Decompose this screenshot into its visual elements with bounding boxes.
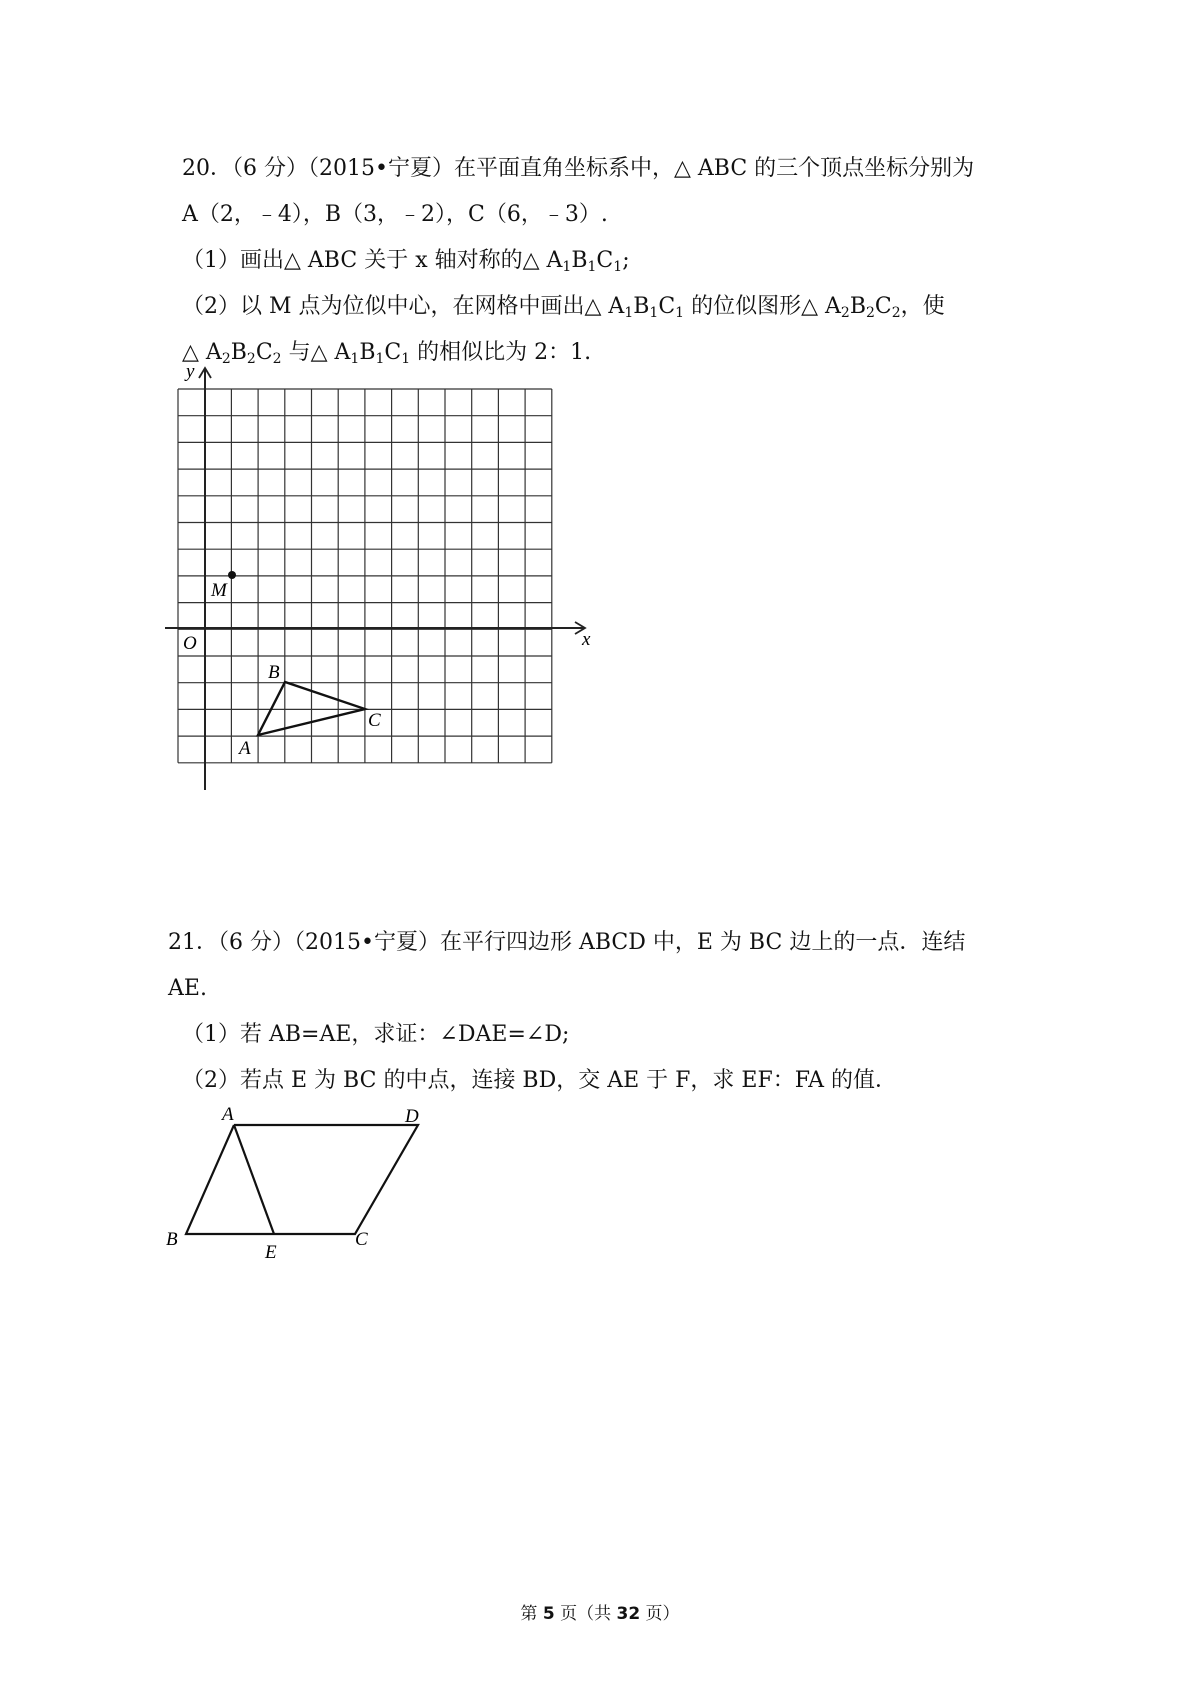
segment-ae [234, 1125, 274, 1234]
q20-line-5: △ $A_2B_2C_2$ 与△ $A_1B_1C_1$ 的相似比为 2：1. [182, 340, 592, 367]
page-number: 5 [542, 1604, 555, 1624]
label-c: C [368, 710, 381, 731]
para-label-b: B [166, 1229, 178, 1250]
para-label-c: C [355, 1229, 368, 1250]
label-a: A [239, 738, 251, 759]
label-o: O [183, 633, 197, 654]
q21-line-4: （2）若点 E 为 BC 的中点，连接 BD，交 AE 于 F，求 EF：FA 的值． [182, 1068, 897, 1093]
q21-line-2: AE. [168, 976, 207, 1001]
para-label-a: A [222, 1104, 234, 1125]
q20-line-2: A（2，﹣4），B（3，﹣2），C（6，﹣3）. [182, 202, 608, 227]
q20-line-4: （2）以 M 点为位似中心，在网格中画出△ $A_1B_1C_1$ 的位似图形△ $A_2B_2C_2$，使 [182, 294, 945, 321]
q21-line-3: （1）若 AB=AE，求证：∠DAE=∠D; [182, 1022, 570, 1047]
para-label-d: D [405, 1106, 419, 1127]
label-x: x [582, 629, 591, 650]
label-b: B [268, 662, 280, 683]
point-m [228, 571, 236, 579]
label-m: M [211, 580, 227, 601]
q20-line-3: （1）画出△ ABC 关于 x 轴对称的△ $A_1B_1C_1$; [182, 248, 630, 275]
para-label-e: E [265, 1242, 277, 1263]
q21-line-1: 21．（6 分）（2015•宁夏）在平行四边形 ABCD 中，E 为 BC 边上的一点．连结 [168, 930, 966, 955]
page-total: 32 [616, 1604, 641, 1624]
page-footer: 第 5 页（共 32 页） [520, 1604, 680, 1624]
label-y: y [186, 361, 195, 382]
q20-line-1: 20．（6 分）（2015•宁夏）在平面直角坐标系中，△ ABC 的三个顶点坐标分别为 [182, 156, 975, 181]
parallelogram-abcd [186, 1125, 418, 1234]
